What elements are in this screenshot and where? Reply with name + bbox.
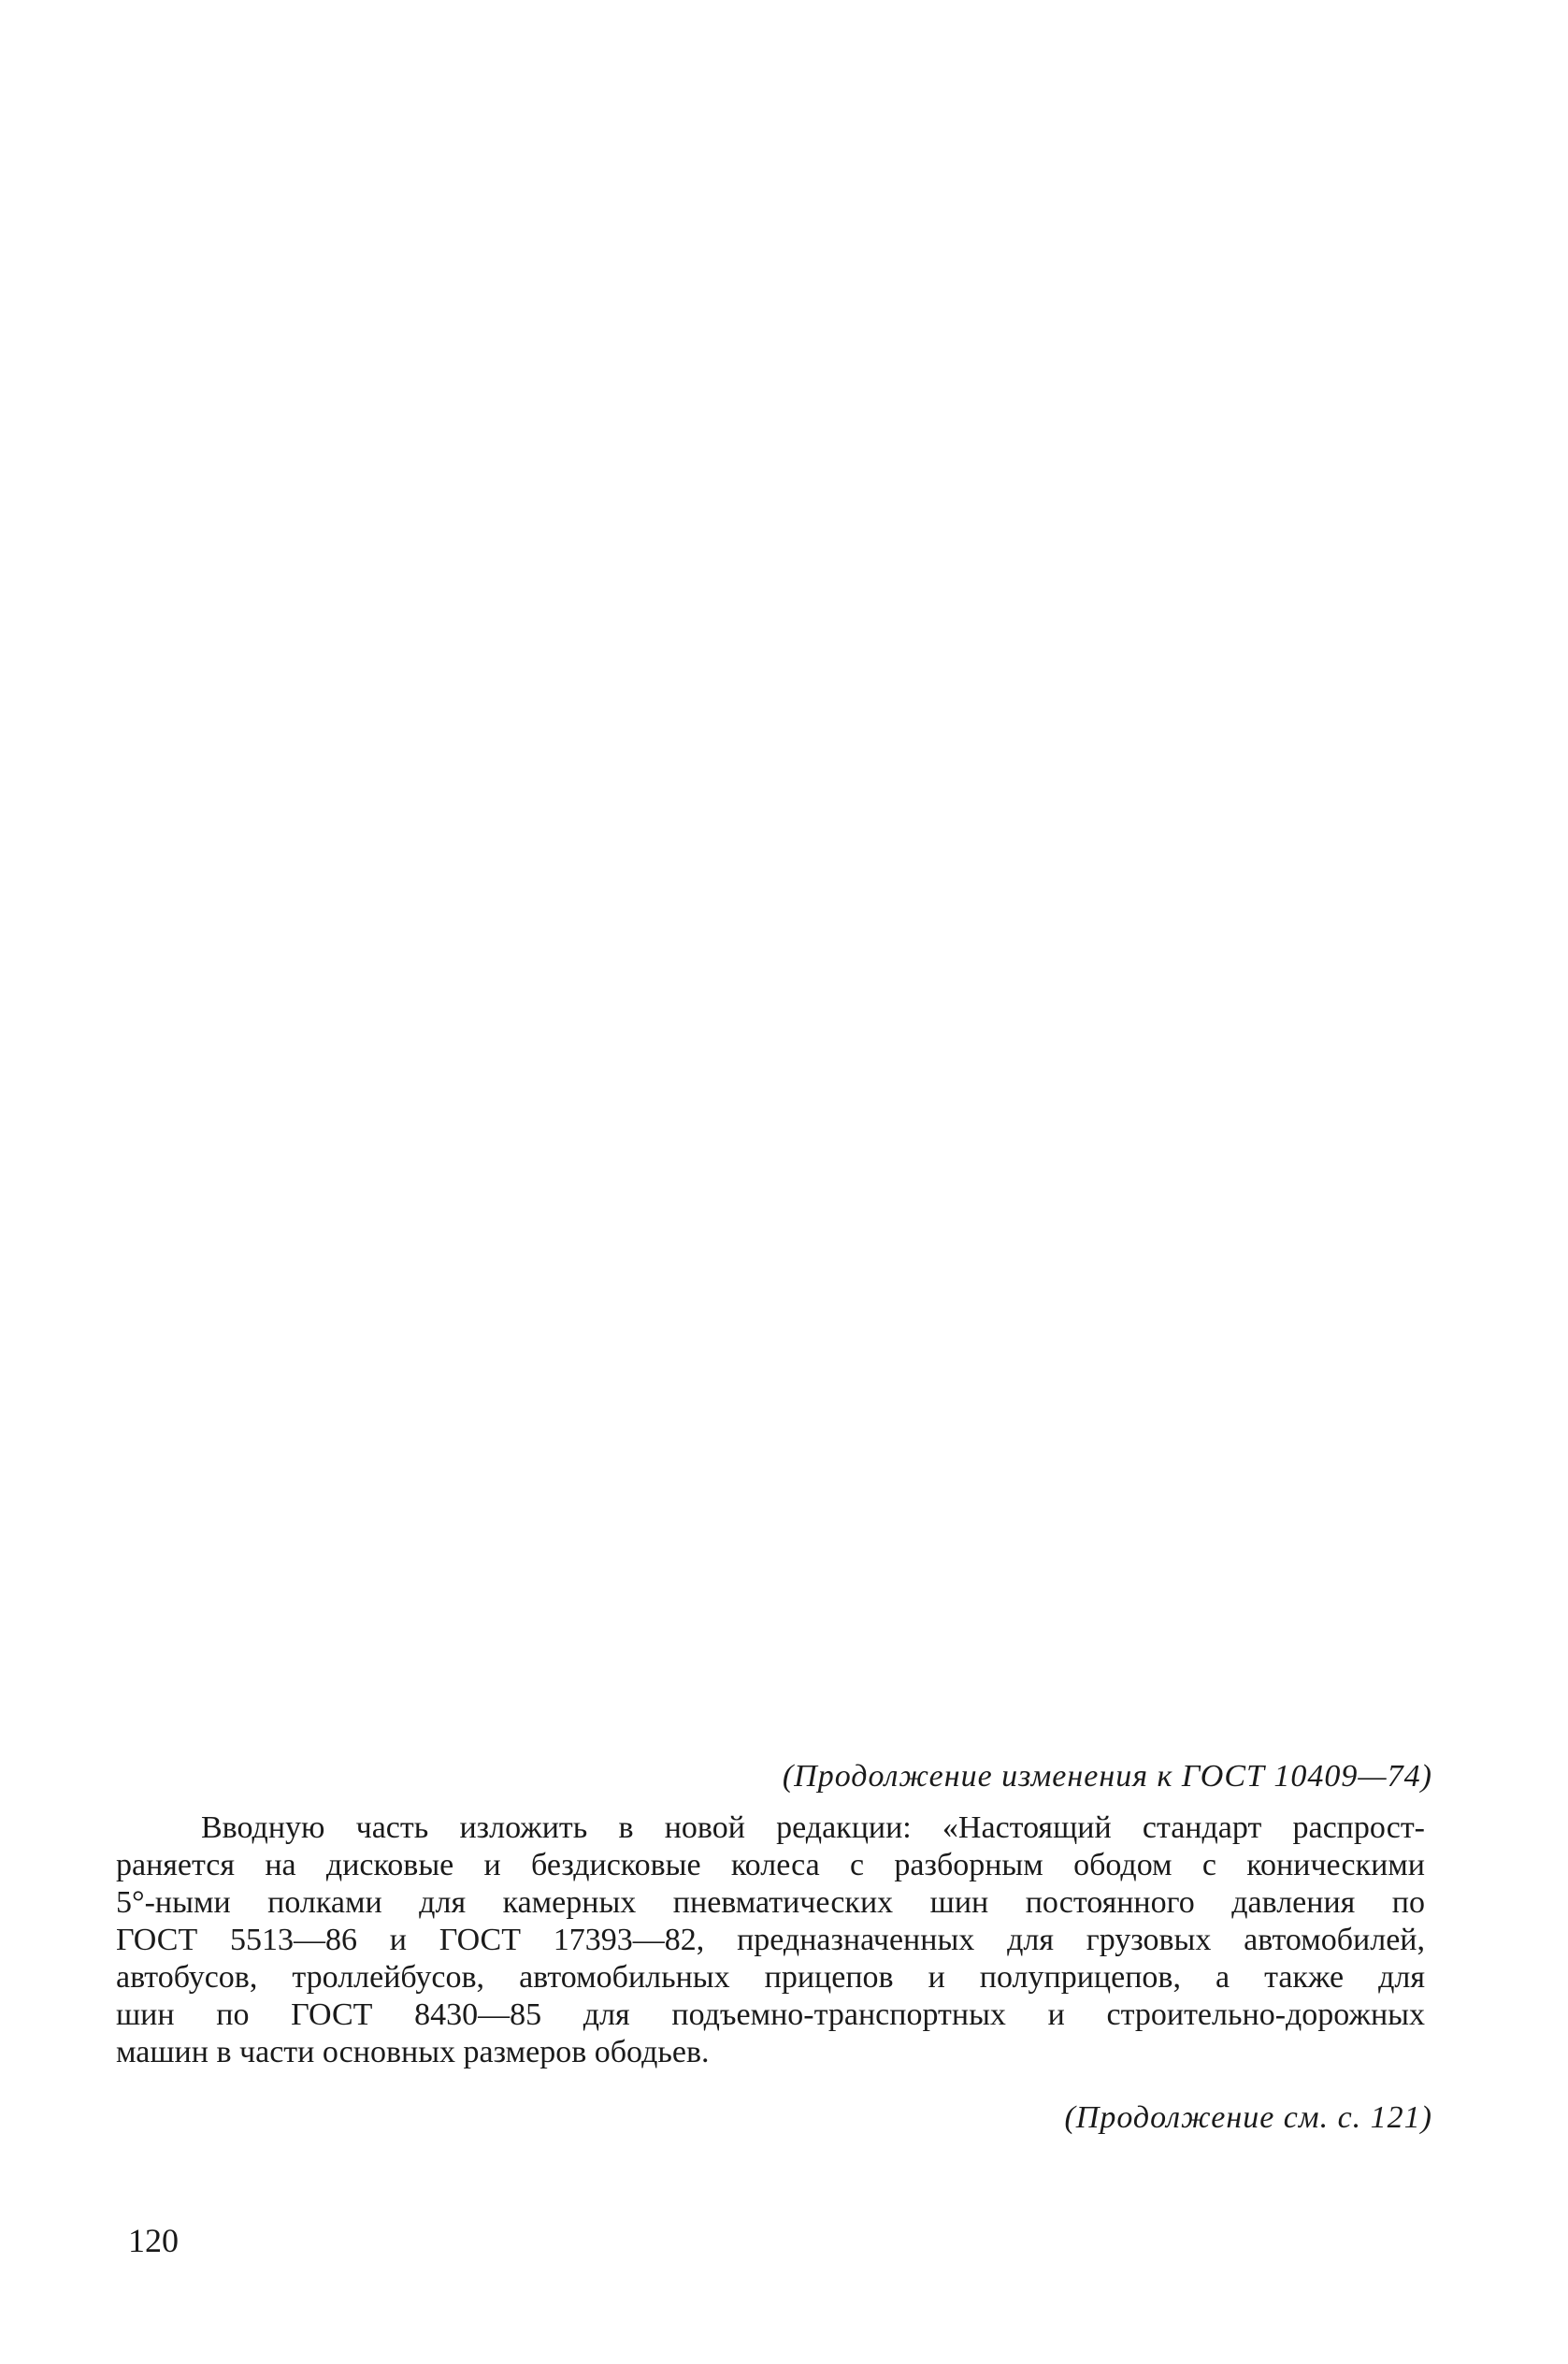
body-line: шин по ГОСТ 8430—85 для подъемно-транспортных и строительно-дорожных — [116, 1997, 1425, 2032]
body-line: 5°-ными полками для камерных пневматических шин постоянного давления по — [116, 1885, 1425, 1920]
body-line: Вводную часть изложить в новой редакции: «Настоящий стандарт распрост- — [201, 1810, 1425, 1845]
page-number: 120 — [128, 2222, 179, 2259]
body-line: автобусов, троллейбусов, автомобильных прицепов и полуприцепов, а также для — [116, 1960, 1425, 1995]
continuation-header: (Продолжение изменения к ГОСТ 10409—74) — [782, 1759, 1432, 1794]
body-line: машин в части основных размеров ободьев. — [116, 2035, 710, 2069]
continuation-footer: (Продолжение см. с. 121) — [1064, 2100, 1432, 2135]
body-line: ГОСТ 5513—86 и ГОСТ 17393—82, предназначенных для грузовых автомобилей, — [116, 1923, 1425, 1957]
body-paragraph — [116, 1809, 1425, 2071]
body-line: раняется на дисковые и бездисковые колеса с разборным ободом с коническими — [116, 1848, 1425, 1882]
